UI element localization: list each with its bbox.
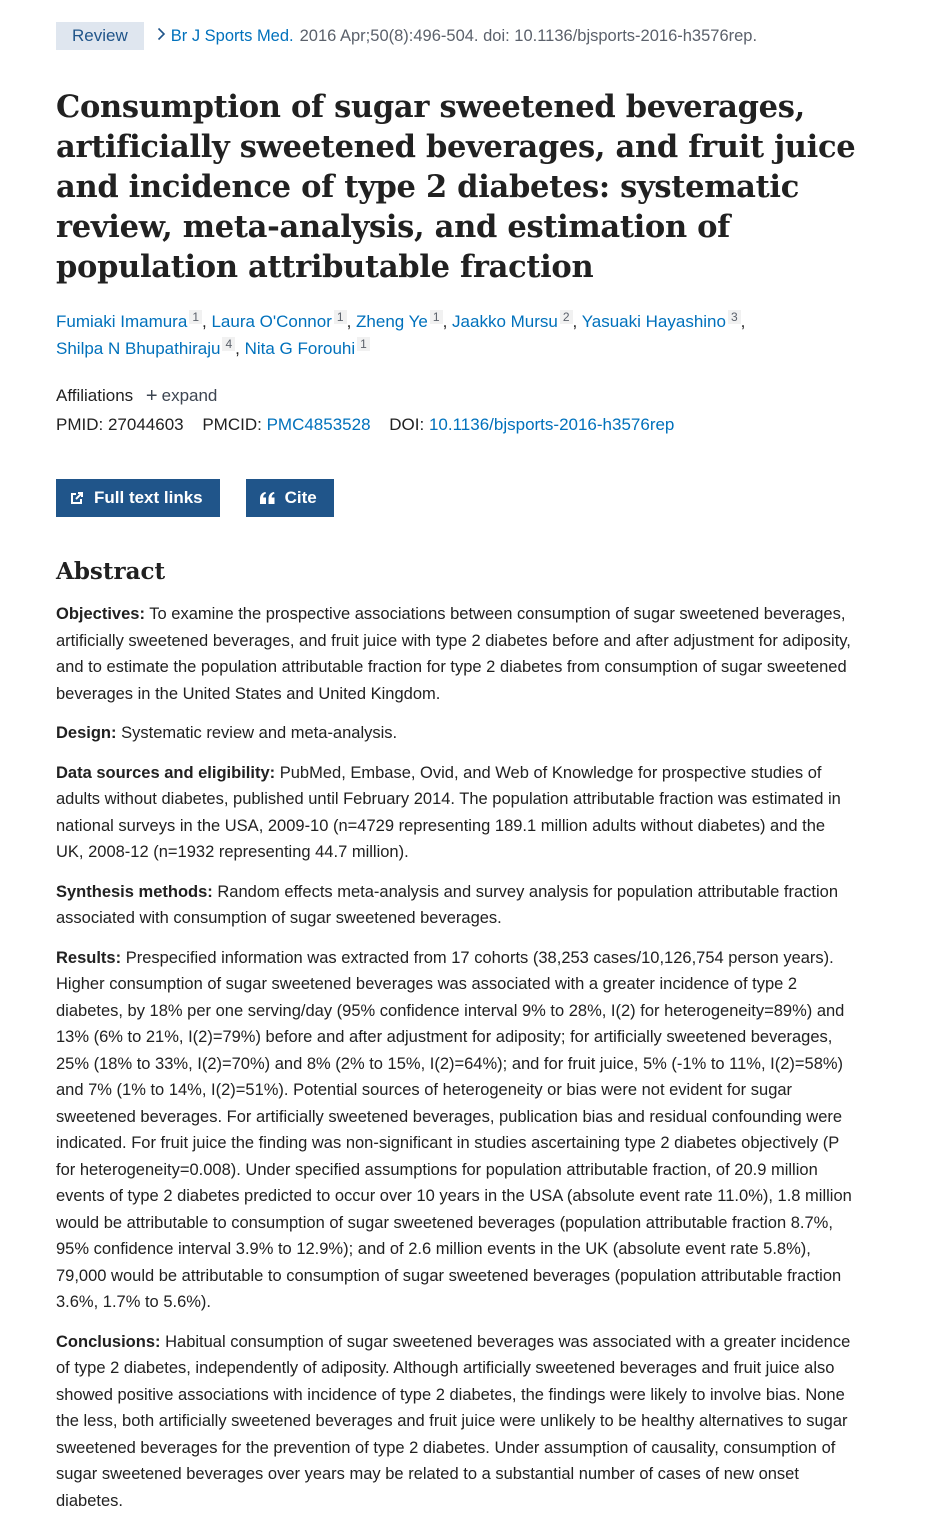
chevron-right-icon <box>157 22 166 50</box>
pmid-label: PMID: <box>56 415 104 434</box>
abstract-results <box>56 945 856 1316</box>
conclusions-label: Conclusions: <box>56 1332 161 1351</box>
full-text-links-button[interactable] <box>56 479 220 517</box>
journal-link[interactable]: Br J Sports Med. <box>170 27 294 45</box>
affiliation-number[interactable]: 4 <box>222 337 235 351</box>
abstract-data-sources <box>56 760 856 866</box>
affiliation-number[interactable]: 3 <box>728 310 741 324</box>
synthesis-text: Random effects meta-analysis and survey analysis for population attributable fraction associated with consumption of sugar sweetened beverages. <box>56 882 839 927</box>
abstract-heading: Abstract <box>56 558 166 585</box>
affiliation-number[interactable]: 2 <box>560 310 573 324</box>
citation-details: 2016 Apr;50(8):496-504. doi: 10.1136/bjsports-2016-h3576rep. <box>299 27 758 45</box>
abstract-objectives <box>56 601 856 707</box>
affiliation-number[interactable]: 1 <box>334 310 347 324</box>
affiliation-number[interactable]: 1 <box>189 310 202 324</box>
author-link[interactable]: Laura O'Connor <box>211 312 332 331</box>
synthesis-label: Synthesis methods: <box>56 882 213 901</box>
cite-button[interactable] <box>246 479 334 517</box>
data-sources-text: PubMed, Embase, Ovid, and Web of Knowledge for prospective studies of adults without diabetes, published until February 2014. The population attributable fraction was estimated in national surveys in the USA, 2009-10 (n=4729 representing 189.1 million adults without diabetes) and the UK, 2008-12 (n=1932 representing 44.7 million). <box>56 763 841 861</box>
expand-affiliations[interactable] <box>146 386 217 405</box>
affiliations-toggle[interactable] <box>56 382 888 410</box>
abstract-synthesis <box>56 879 856 932</box>
plus-icon: + <box>145 385 158 407</box>
abstract-design <box>56 720 856 747</box>
doi-label: DOI: <box>389 415 425 434</box>
expand-label: expand <box>161 386 218 405</box>
publication-type-badge: Review <box>56 22 144 50</box>
pmcid-label: PMCID: <box>202 415 262 434</box>
affiliation-number[interactable]: 1 <box>357 337 370 351</box>
authors-list: Fumiaki Imamura 1 , Laura O'Connor 1 , Zheng Ye 1 , Jaakko Mursu 2 , Yasuaki Hayashino 3 , Shilpa N Bhupathiraju 4 , Nita G Forouhi 1 <box>56 310 746 358</box>
results-text: Prespecified information was extracted from 17 cohorts (38,253 cases/10,126,754 person years). Higher consumption of sugar sweetened beverages was associated with a greater incidence of type 2 diabetes, by 18% per one serving/day (95% confidence interval 9% to 28%, I(2) for heterogeneity=89%) and 13% (6% to 21%, I(2)=79%) before and after adjustment for adiposity; for artificially sweetened beverages, 25% (18% to 33%, I(2)=70%) and 8% (2% to 15%, I(2)=64%); and for fruit juice, 5% (-1% to 11%, I(2)=58%) and 7% (1% to 14%, I(2)=51%). Potential sources of heterogeneity or bias were not evident for sugar sweetened beverages. For artificially sweetened beverages, publication bias and residual confounding were indicated. For fruit juice the finding was non-significant in studies ascertaining type 2 diabetes objectively (P for heterogeneity=0.008). Under specified assumptions for population attributable fraction, of 20.9 million events of type 2 diabetes predicted to occur over 10 years in the USA (absolute event rate 11.0%), 1.8 million would be attributable to consumption of sugar sweetened beverages (population attributable fraction 8.7%, 95% confidence interval 3.9% to 12.9%); and of 2.6 million events in the UK (absolute event rate 5.8%), 79,000 would be attributable to consumption of sugar sweetened beverages (population attributable fraction 3.6%, 1.7% to 5.6%). <box>56 948 852 1311</box>
author-link[interactable]: Fumiaki Imamura <box>56 312 188 331</box>
doi-link[interactable]: 10.1136/bjsports-2016-h3576rep <box>428 415 675 434</box>
full-text-links-label: Full text links <box>94 488 203 507</box>
author-link[interactable]: Shilpa N Bhupathiraju <box>56 339 221 358</box>
results-label: Results: <box>56 948 122 967</box>
objectives-label: Objectives: <box>56 605 145 623</box>
author-link[interactable]: Nita G Forouhi <box>244 339 356 358</box>
author-link[interactable]: Jaakko Mursu <box>452 312 558 331</box>
abstract-conclusions <box>56 1329 856 1515</box>
abstract-body <box>56 601 888 1514</box>
design-label: Design: <box>56 724 117 742</box>
cite-label: Cite <box>284 488 317 507</box>
citation-header <box>56 22 888 50</box>
data-sources-label: Data sources and eligibility: <box>56 763 276 782</box>
external-link-icon <box>69 490 85 506</box>
author-link[interactable]: Zheng Ye <box>356 312 428 331</box>
author-link[interactable]: Yasuaki Hayashino <box>581 312 726 331</box>
identifiers <box>56 410 888 440</box>
quote-icon <box>259 491 276 505</box>
conclusions-text: Habitual consumption of sugar sweetened beverages was associated with a greater incidence of type 2 diabetes, independently of adiposity. Although artificially sweetened beverages and fruit juice also showed positive associations with incidence of type 2 diabetes, the findings were likely to involve bias. None the less, both artificially sweetened beverages and fruit juice were unlikely to be healthy alternatives to sugar sweetened beverages for the prevention of type 2 diabetes. Under assumption of causality, consumption of sugar sweetened beverages over years may be related to a substantial number of cases of new onset diabetes. <box>56 1332 851 1510</box>
pmid-value: 27044603 <box>107 415 184 434</box>
action-buttons <box>56 479 888 517</box>
article-title: Consumption of sugar sweetened beverages, artificially sweetened beverages, and fruit juice and incidence of type 2 diabetes: systematic review, meta-analysis, and estimation of population attributable fraction <box>56 89 856 285</box>
design-text: Systematic review and meta-analysis. <box>121 724 398 742</box>
objectives-text: To examine the prospective associations between consumption of sugar sweetened beverages, artificially sweetened beverages, and fruit juice with type 2 diabetes before and after adjustment for adiposity, and to estimate the population attributable fraction for type 2 diabetes from consumption of sugar sweetened beverages in the United States and United Kingdom. <box>56 605 851 703</box>
affiliation-number[interactable]: 1 <box>430 310 443 324</box>
pmcid-link[interactable]: PMC4853528 <box>266 415 371 434</box>
affiliations-label: Affiliations <box>56 386 134 405</box>
